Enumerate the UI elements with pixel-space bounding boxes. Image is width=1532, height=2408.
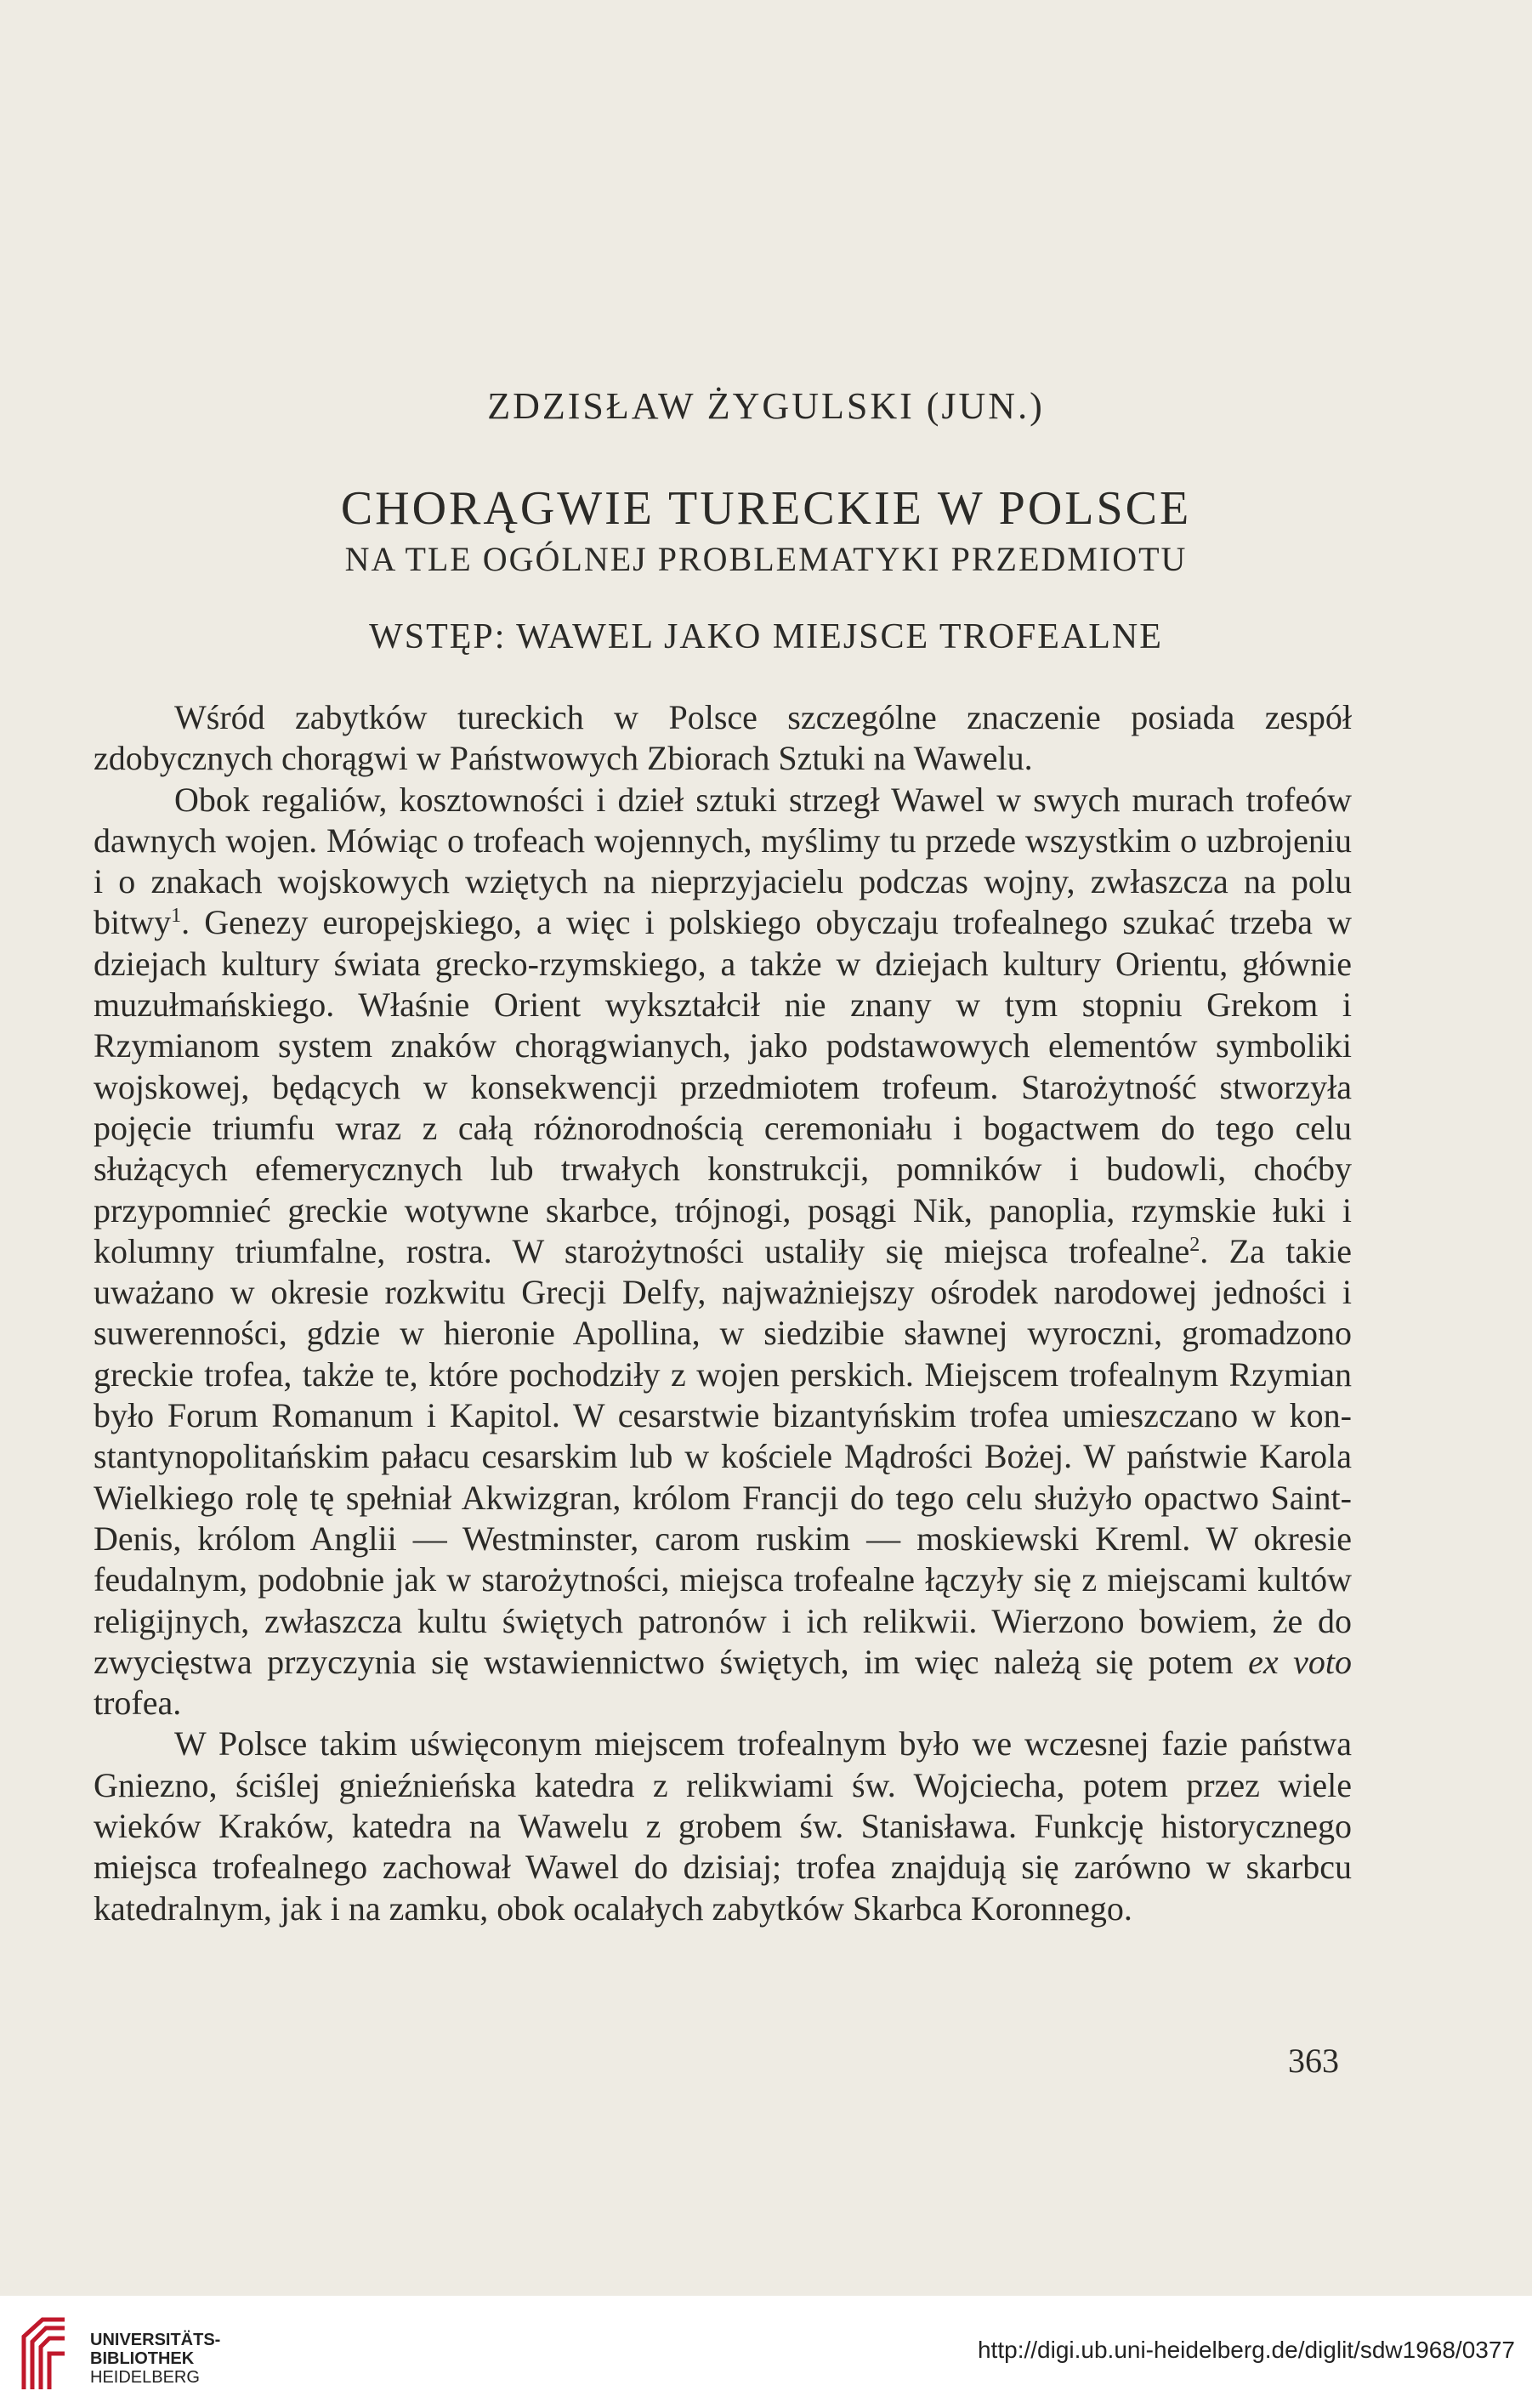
paragraph-1: Wśród zabytków tureckich w Polsce szczególne znaczenie posiada zespół zdobycznych chorągwi w Państwowych Zbiorach Sztuki na Wawelu. [94, 698, 1352, 778]
paragraph-3: W Polsce takim uświęconym miejscem trofealnym było we wczesnej fazie państwa Gniezno, ściślej gnieźnieńska katedra z relikwiami św. Wojciecha, potem przez wiele wieków Kraków, katedra na Wawelu z grobem św. Stanisława. Funkcję historycznego miejsca trofealnego zachował Wawel do dzisiaj; trofea znajdują się zarówno w skarbcu katedralnym, jak i na zamku, obok ocalałych zabytków Skarbca Koronnego. [94, 1724, 1352, 1928]
paragraph-2 [94, 780, 1352, 1724]
source-url-link[interactable]: http://digi.ub.uni-heidelberg.de/diglit/sdw1968/0377 [977, 2337, 1515, 2363]
paragraph-2-part-d: trofea. [94, 1684, 182, 1723]
logo-line-1: UNIVERSITÄTS- [90, 2331, 221, 2349]
paragraph-2-part-b: . Genezy europejskiego, a więc i polskiego obyczaju trofealnego szukać trzeba w dziejach kultury świata grecko-rzymskiego, a także w dziejach kultury Orientu, głównie muzułmańskiego. Właśnie Orient wykształcił nie znany w tym stopniu Grekom i Rzymianom system znaków chorągwianych, jako podstawowych elementów symboliki wojskowej, będących w konsekwencji przedmiotem trofeum. Starożytność stworzyła pojęcie triumfu wraz z całą różnorodnością ceremoniału i bogactwem do tego celu służących efemerycznych lub trwałych konstrukcji, pomników i budowli, choćby przypomnieć greckie wotywne skarbce, trójnogi, posągi Nik, panoplia, rzymskie łuki i kolumny triumfalne, rostra. W starożytności ustaliły się miejsca trofealne [94, 903, 1352, 1270]
logo-line-3: HEIDELBERG [90, 2368, 200, 2387]
article-subtitle: NA TLE OGÓLNEJ PROBLEMATYKI PRZEDMIOTU [344, 540, 1188, 578]
article-title: CHORĄGWIE TURECKIE W POLSCE [340, 482, 1192, 535]
library-logo-icon[interactable] [17, 2311, 70, 2396]
footnote-ref-2[interactable]: 2 [1189, 1233, 1200, 1256]
italic-phrase: ex voto [1248, 1642, 1353, 1681]
article-body [94, 697, 1352, 1929]
section-heading: WSTĘP: WAWEL JAKO MIEJSCE TROFEALNE [369, 617, 1163, 656]
page-number: 363 [1288, 2042, 1339, 2080]
author-name: ZDZISŁAW ŻYGULSKI (JUN.) [487, 385, 1045, 427]
library-logo-text [90, 2331, 220, 2387]
paragraph-2-part-c: . Za takie uważano w okresie rozkwitu Grecji Delfy, najważniejszy ośrodek narodowej jedności i suwerenności, gdzie w hieronie Apollina, w siedzibie sławnej wyroczni, gromadzono greckie trofea, także te, które pochodziły z wojen perskich. Miejscem trofealnym Rzymian było Forum Romanum i Kapitol. W cesarstwie bizantyńskim trofea umieszczano w konstantynopolitańskim pałacu cesarskim lub w kościele Mądrości Bożej. W państwie Karola Wielkiego rolę tę spełniał Akwizgran, królom Francji do tego celu służyło opactwo Saint-Denis, królom Anglii — Westminster, carom ruskim — moskiewski Kreml. W okresie feudalnym, podobnie jak w starożytności, miejsca trofealne łączyły się z miejscami kultów religijnych, zwłaszcza kultu świętych patronów i ich relikwii. Wierzono bowiem, że do zwycięstwa przyczynia się wstawiennictwo świętych, im więc należą się potem [94, 1231, 1352, 1681]
paragraph-2-part-a: Obok regaliów, kosztowności i dzieł sztuki strzegł Wawel w swych murach trofeów dawnych wojen. Mówiąc o trofeach wojennych, myślimy tu przede wszystkim o uzbrojeniu i o znakach wojskowych wziętych na nieprzyjacielu podczas wojny, zwłaszcza na polu bitwy [94, 780, 1352, 942]
footnote-ref-1[interactable]: 1 [171, 905, 182, 928]
logo-line-2: BIBLIOTHEK [90, 2349, 195, 2368]
